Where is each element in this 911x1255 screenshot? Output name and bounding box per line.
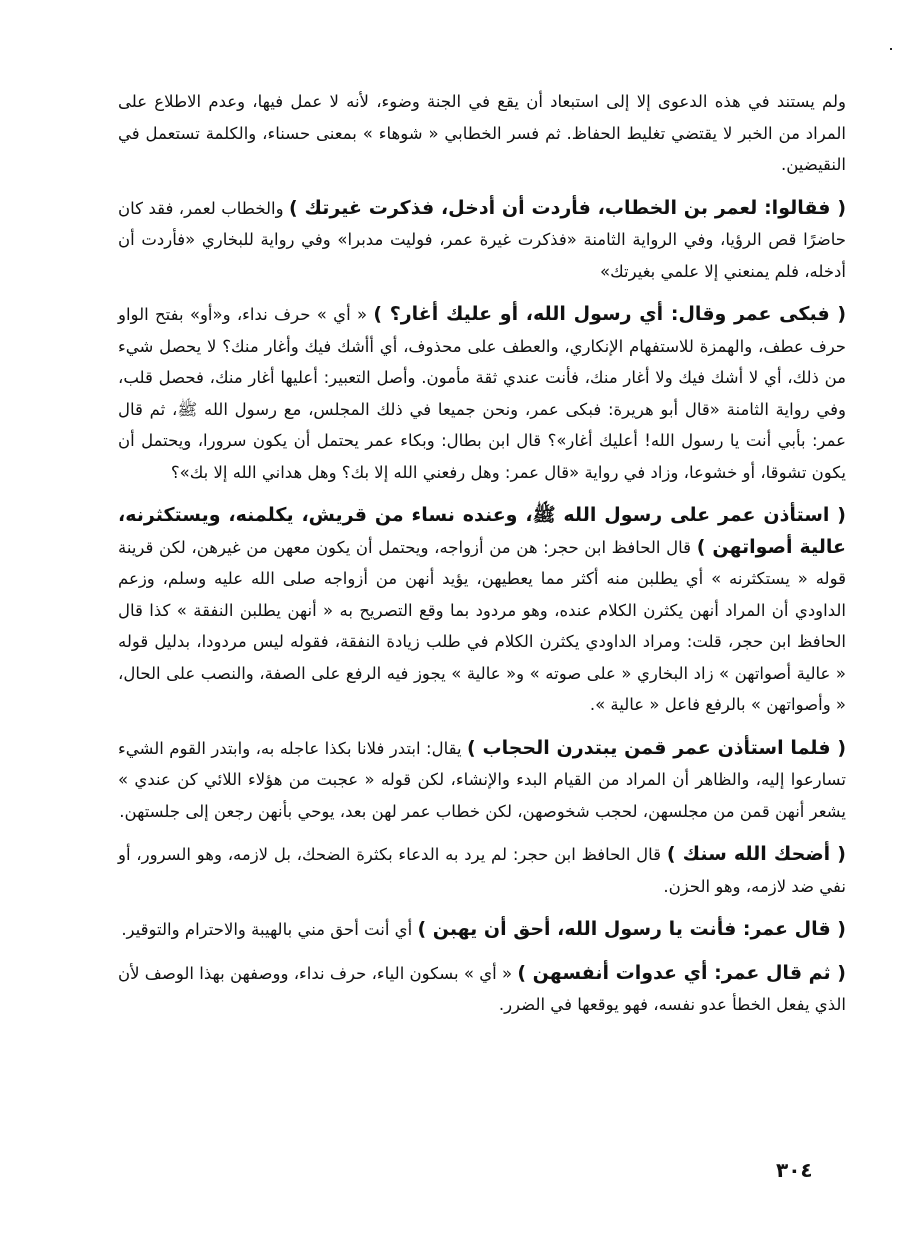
paragraph-text: والخطاب لعمر، فقد كان حاضرًا قص الرؤيا، وفي الرواية الثامنة «فذكرت غيرة عمر، فوليت مدبرا» وفي رواية للبخاري «فأردت أن أدخله، فلم يمنعني إلا علمي بغيرتك»	[118, 198, 846, 281]
paragraph-text: يقال: ابتدر فلانا بكذا عاجله به، وابتدر القوم الشيء تسارعوا إليه، والظاهر أن المراد من القيام البدء والإنشاء، لكن قوله « عجبت من هؤلاء اللائي كن عندي » يشعر أنهن قمن من مجلسهن، لحجب شخوصهن، لكن خطاب عمر لهن بعد، يوحي بأنهن رجعن إلى جلستهن.	[118, 738, 846, 821]
document-body	[118, 86, 846, 1033]
paragraph-lead: ( قال عمر: فأنت يا رسول الله، أحق أن يهبن )	[417, 918, 846, 940]
paragraph-text: أي أنت أحق مني بالهيبة والاحترام والتوقير.	[121, 920, 413, 939]
paragraph-lead: ( استأذن عمر على رسول الله ﷺ، وعنده نساء من قريش، يكلمنه، ويستكثرنه، عالية أصواتهن )	[118, 504, 846, 558]
paragraph-text: « أي » بسكون الياء، حرف نداء، ووصفهن بهذا الوصف لأن الذي يفعل الخطأ عدو نفسه، فهو يوقعها في الضرر.	[118, 963, 846, 1014]
paragraph-lead: ( ثم قال عمر: أي عدوات أنفسهن )	[517, 961, 846, 984]
paragraph-text: قال الحافظ ابن حجر: هن من أزواجه، ويحتمل أن يكون معهن من غيرهن، لكن قرينة قوله « يستكثرنه » أي يطلبن منه أكثر مما يعطيهن، يؤيد أنهن من أزواجه صلى الله عليه وسلم، وزعم الداودي أن المراد أنهن يكثرن الكلام عنده، وهو مردود بما وقع التصريح به « أنهن يطلبن النفقة » كذا قال الحافظ ابن حجر، قلت: ومراد الداودي يكثرن الكلام في طلب زيادة النفقة، فقوله ليس مردودا، بدليل قوله « عالية أصواتهن » زاد البخاري « على صوته » و« عالية » يجوز فيه الرفع على الصفة، والنصب على الحال، « وأصواتهن » بالرفع فاعل « عالية ».	[118, 537, 846, 714]
paragraph-text: قال الحافظ ابن حجر: لم يرد به الدعاء بكثرة الضحك، بل لازمه، وهو السرور، أو نفي ضد لازمه، وهو الحزن.	[118, 845, 846, 896]
paragraph-text: « أي » حرف نداء، و«أو» بفتح الواو حرف عطف، والهمزة للاستفهام الإنكاري، والعطف على محذوف، أي أأشك فيك وأغار منك؟ لا يحصل شيء من ذلك، أي لا أشك فيك ولا أغار منك، فأنت عندي ثقة مأمون. وأصل التعبير: أعليها أغار منك، فحصل قلب، وفي رواية الثامنة «قال أبو هريرة: فبكى عمر، ونحن جميعا في ذلك المجلس، مع رسول الله ﷺ، ثم قال عمر: بأبي أنت يا رسول الله! أعليك أغار»؟ قال ابن بطال: وبكاء عمر يحتمل أن يكون سرورا، ويحتمل أن يكون تشوقا، أو خشوعا، وزاد في رواية «قال عمر: وهل رفعني الله إلا بك؟ وهل هداني الله إلا بك»؟	[118, 305, 846, 482]
paragraph-8	[118, 958, 846, 1021]
paragraph-4	[118, 500, 846, 721]
paragraph-lead: ( فقالوا: لعمر بن الخطاب، فأردت أن أدخل، فذكرت غيرتك )	[289, 196, 847, 219]
paragraph-3	[118, 299, 846, 488]
paragraph-1	[118, 86, 846, 181]
paragraph-6	[118, 839, 846, 902]
paragraph-5	[118, 733, 846, 828]
paragraph-7	[118, 914, 846, 946]
paragraph-lead: ( فبكى عمر وقال: أي رسول الله، أو عليك أغار؟ )	[373, 303, 846, 325]
paragraph-text: ولم يستند في هذه الدعوى إلا إلى استبعاد أن يقع في الجنة وضوء، لأنه لا عمل فيها، وعدم الاطلاع على المراد من الخبر لا يقتضي تغليط الحفاظ. ثم فسر الخطابي « شوهاء » بمعنى حسناء، والكلمة تستعمل في النقيضين.	[118, 92, 846, 174]
paragraph-lead: ( أضحك الله سنك )	[666, 843, 846, 865]
paragraph-lead: ( فلما استأذن عمر قمن يبتدرن الحجاب )	[467, 736, 846, 759]
page-number: ٣٠٤	[776, 1158, 813, 1182]
paragraph-2	[118, 193, 846, 288]
scan-speck	[890, 48, 892, 50]
